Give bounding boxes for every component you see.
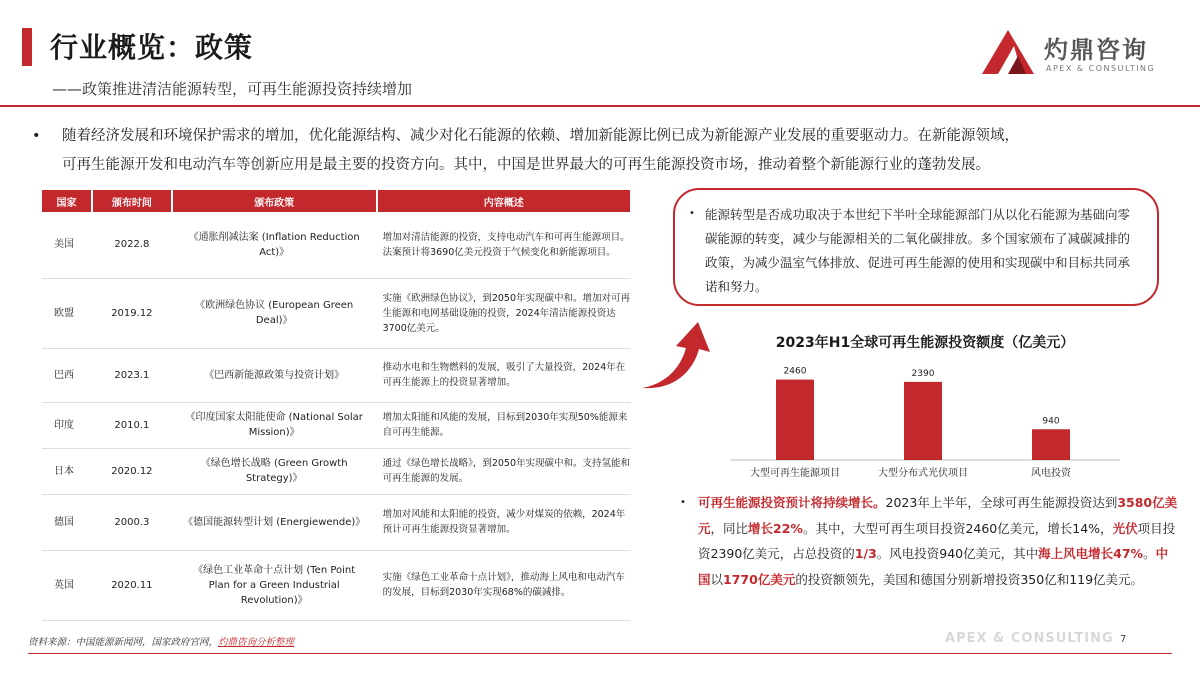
table-row [42,348,631,402]
cell-policy: 《巴西新能源政策与投资计划》 [172,348,377,402]
intro-paragraph [28,122,1178,180]
footer-brand: APEX & CONSULTING [945,631,1114,646]
cell-country: 巴西 [42,348,92,402]
conclusion-text: ，同比 [710,520,749,536]
conclusion-text: 2023年上半年，全球可再生能源投资达到 [885,495,1118,510]
bullet-icon: • [680,497,686,508]
conclusion-paragraph [680,490,1180,592]
bar-3 [1032,429,1070,460]
cell-date: 2022.8 [92,212,172,278]
highlight-china: 中国 [698,546,1169,587]
intro-line-1: 随着经济发展和环境保护需求的增加，优化能源结构、减少对化石能源的依赖、增加新能源比例已成为新能源产业发展的重要驱动力。在新能源领域， [62,128,1019,144]
data-label-2: 2390 [911,368,935,379]
conclusion-lead: 可再生能源投资预计将持续增长。 [698,495,886,510]
intro-line-2: 可再生能源开发和电动汽车等创新应用是最主要的投资方向。其中，中国是世界最大的可再生能源投资市场，推动着整个新能源行业的蓬勃发展。 [62,157,990,173]
cell-policy: 《印度国家太阳能使命 (National Solar Mission)》 [172,402,377,448]
table-row [42,494,631,550]
logo-subtitle: APEX & CONSULTING [1046,64,1156,73]
source-note [28,634,294,648]
cell-policy: 《绿色工业革命十点计划 (Ten Point Plan for a Green Industrial Revolution)》 [172,550,377,620]
highlight-offshore: 海上风电增长47% [1038,546,1144,561]
cell-policy: 《绿色增长战略 (Green Growth Strategy)》 [172,448,377,494]
investment-bar-chart [690,355,1160,485]
title-accent-bar [22,28,32,66]
cell-summary: 增加对风能和太阳能的投资，减少对煤炭的依赖，2024年预计可再生能源投资显著增加。 [377,494,631,550]
header-divider [0,105,1200,107]
source-prefix: 资料来源：中国能源新闻网，国家政府官网， [28,637,219,648]
conclusion-text: 以 [710,571,724,587]
footer-divider [28,653,1172,654]
highlight-total: 3580亿美元 [698,495,1178,536]
cell-summary: 推动水电和生物燃料的发展，吸引了大量投资，2024年在可再生能源上的投资显著增加。 [377,348,631,402]
data-label-1: 2460 [783,366,807,377]
cell-policy: 《通胀削减法案 (Inflation Reduction Act)》 [172,212,377,278]
table-header-summary: 内容概述 [377,190,631,212]
cell-policy: 《欧洲绿色协议 (European Green Deal)》 [172,278,377,348]
conclusion-text: 。其中，大型可再生项目投资2460亿美元，增长14%， [802,520,1113,536]
highlight-pv: 光伏 [1112,520,1138,536]
category-label-1: 大型可再生能源项目 [750,468,840,479]
cell-country: 德国 [42,494,92,550]
cell-country: 英国 [42,550,92,620]
cell-date: 2019.12 [92,278,172,348]
table-row [42,212,631,278]
bullet-icon: • [689,208,695,219]
cell-date: 2020.12 [92,448,172,494]
source-link[interactable]: 灼鼎咨询分析整理 [218,637,295,648]
cell-date: 2023.1 [92,348,172,402]
page-number: 7 [1120,634,1127,645]
conclusion-text: 。 [1143,546,1156,561]
bar-1 [776,380,814,460]
cell-country: 日本 [42,448,92,494]
chart-title: 2023年H1全球可再生能源投资额度（亿美元） [775,335,1075,351]
table-header-policy: 颁布政策 [172,190,377,212]
category-label-2: 大型分布式光伏项目 [878,468,968,479]
highlight-china-amount: 1770亿美元 [723,571,796,587]
logo-name: 灼鼎咨询 [1044,36,1148,64]
table-row [42,278,631,348]
table-header-country: 国家 [42,190,92,212]
category-label-3: 风电投资 [1031,468,1071,479]
cell-date: 2020.11 [92,550,172,620]
cell-summary: 实施《欧洲绿色协议》，到2050年实现碳中和。增加对可再生能源和电网基础设施的投资，2024年清洁能源投资达3700亿美元。 [377,278,631,348]
conclusion-text: 的投资额领先，美国和德国分别新增投资350亿和119亿美元。 [795,571,1144,587]
table-header-date: 颁布时间 [92,190,172,212]
cell-date: 2010.1 [92,402,172,448]
highlight-share: 1/3 [854,546,877,561]
cell-summary: 通过《绿色增长战略》，到2050年实现碳中和。支持氢能和可再生能源的发展。 [377,448,631,494]
bar-2 [904,382,942,460]
page-subtitle: ——政策推进清洁能源转型，可再生能源投资持续增加 [52,80,413,98]
page-title: 行业概览：政策 [50,31,254,64]
highlight-growth: 增长22% [748,520,803,536]
cell-summary: 增加太阳能和风能的发展，目标到2030年实现50%能源来自可再生能源。 [377,402,631,448]
cell-summary: 实施《绿色工业革命十点计划》，推动海上风电和电动汽车的发展，目标到2030年实现68%的碳减排。 [377,550,631,620]
data-label-3: 940 [1042,416,1060,427]
policy-table [42,190,632,621]
bullet-icon: • [32,128,41,144]
table-row [42,402,631,448]
cell-country: 美国 [42,212,92,278]
cell-policy: 《德国能源转型计划 (Energiewende)》 [172,494,377,550]
note-text: 能源转型是否成功取决于本世纪下半叶全球能源部门从以化石能源为基础向零碳能源的转变，减少与能源相关的二氧化碳排放。多个国家颁布了减碳减排的政策，为减少温室气体排放、促进可再生能源的使用和实现碳中和目标共同承诺和努力。 [705,207,1131,294]
note-callout [673,188,1159,306]
conclusion-text: 项目投资2390亿美元，占总投资的 [698,520,1176,561]
table-row [42,448,631,494]
cell-date: 2000.3 [92,494,172,550]
conclusion-text: 。风电投资940亿美元，其中 [876,546,1039,561]
cell-country: 欧盟 [42,278,92,348]
cell-summary: 增加对清洁能源的投资，支持电动汽车和可再生能源项目。法案预计将3690亿美元投资于气候变化和新能源项目。 [377,212,631,278]
cell-country: 印度 [42,402,92,448]
table-row [42,550,631,620]
